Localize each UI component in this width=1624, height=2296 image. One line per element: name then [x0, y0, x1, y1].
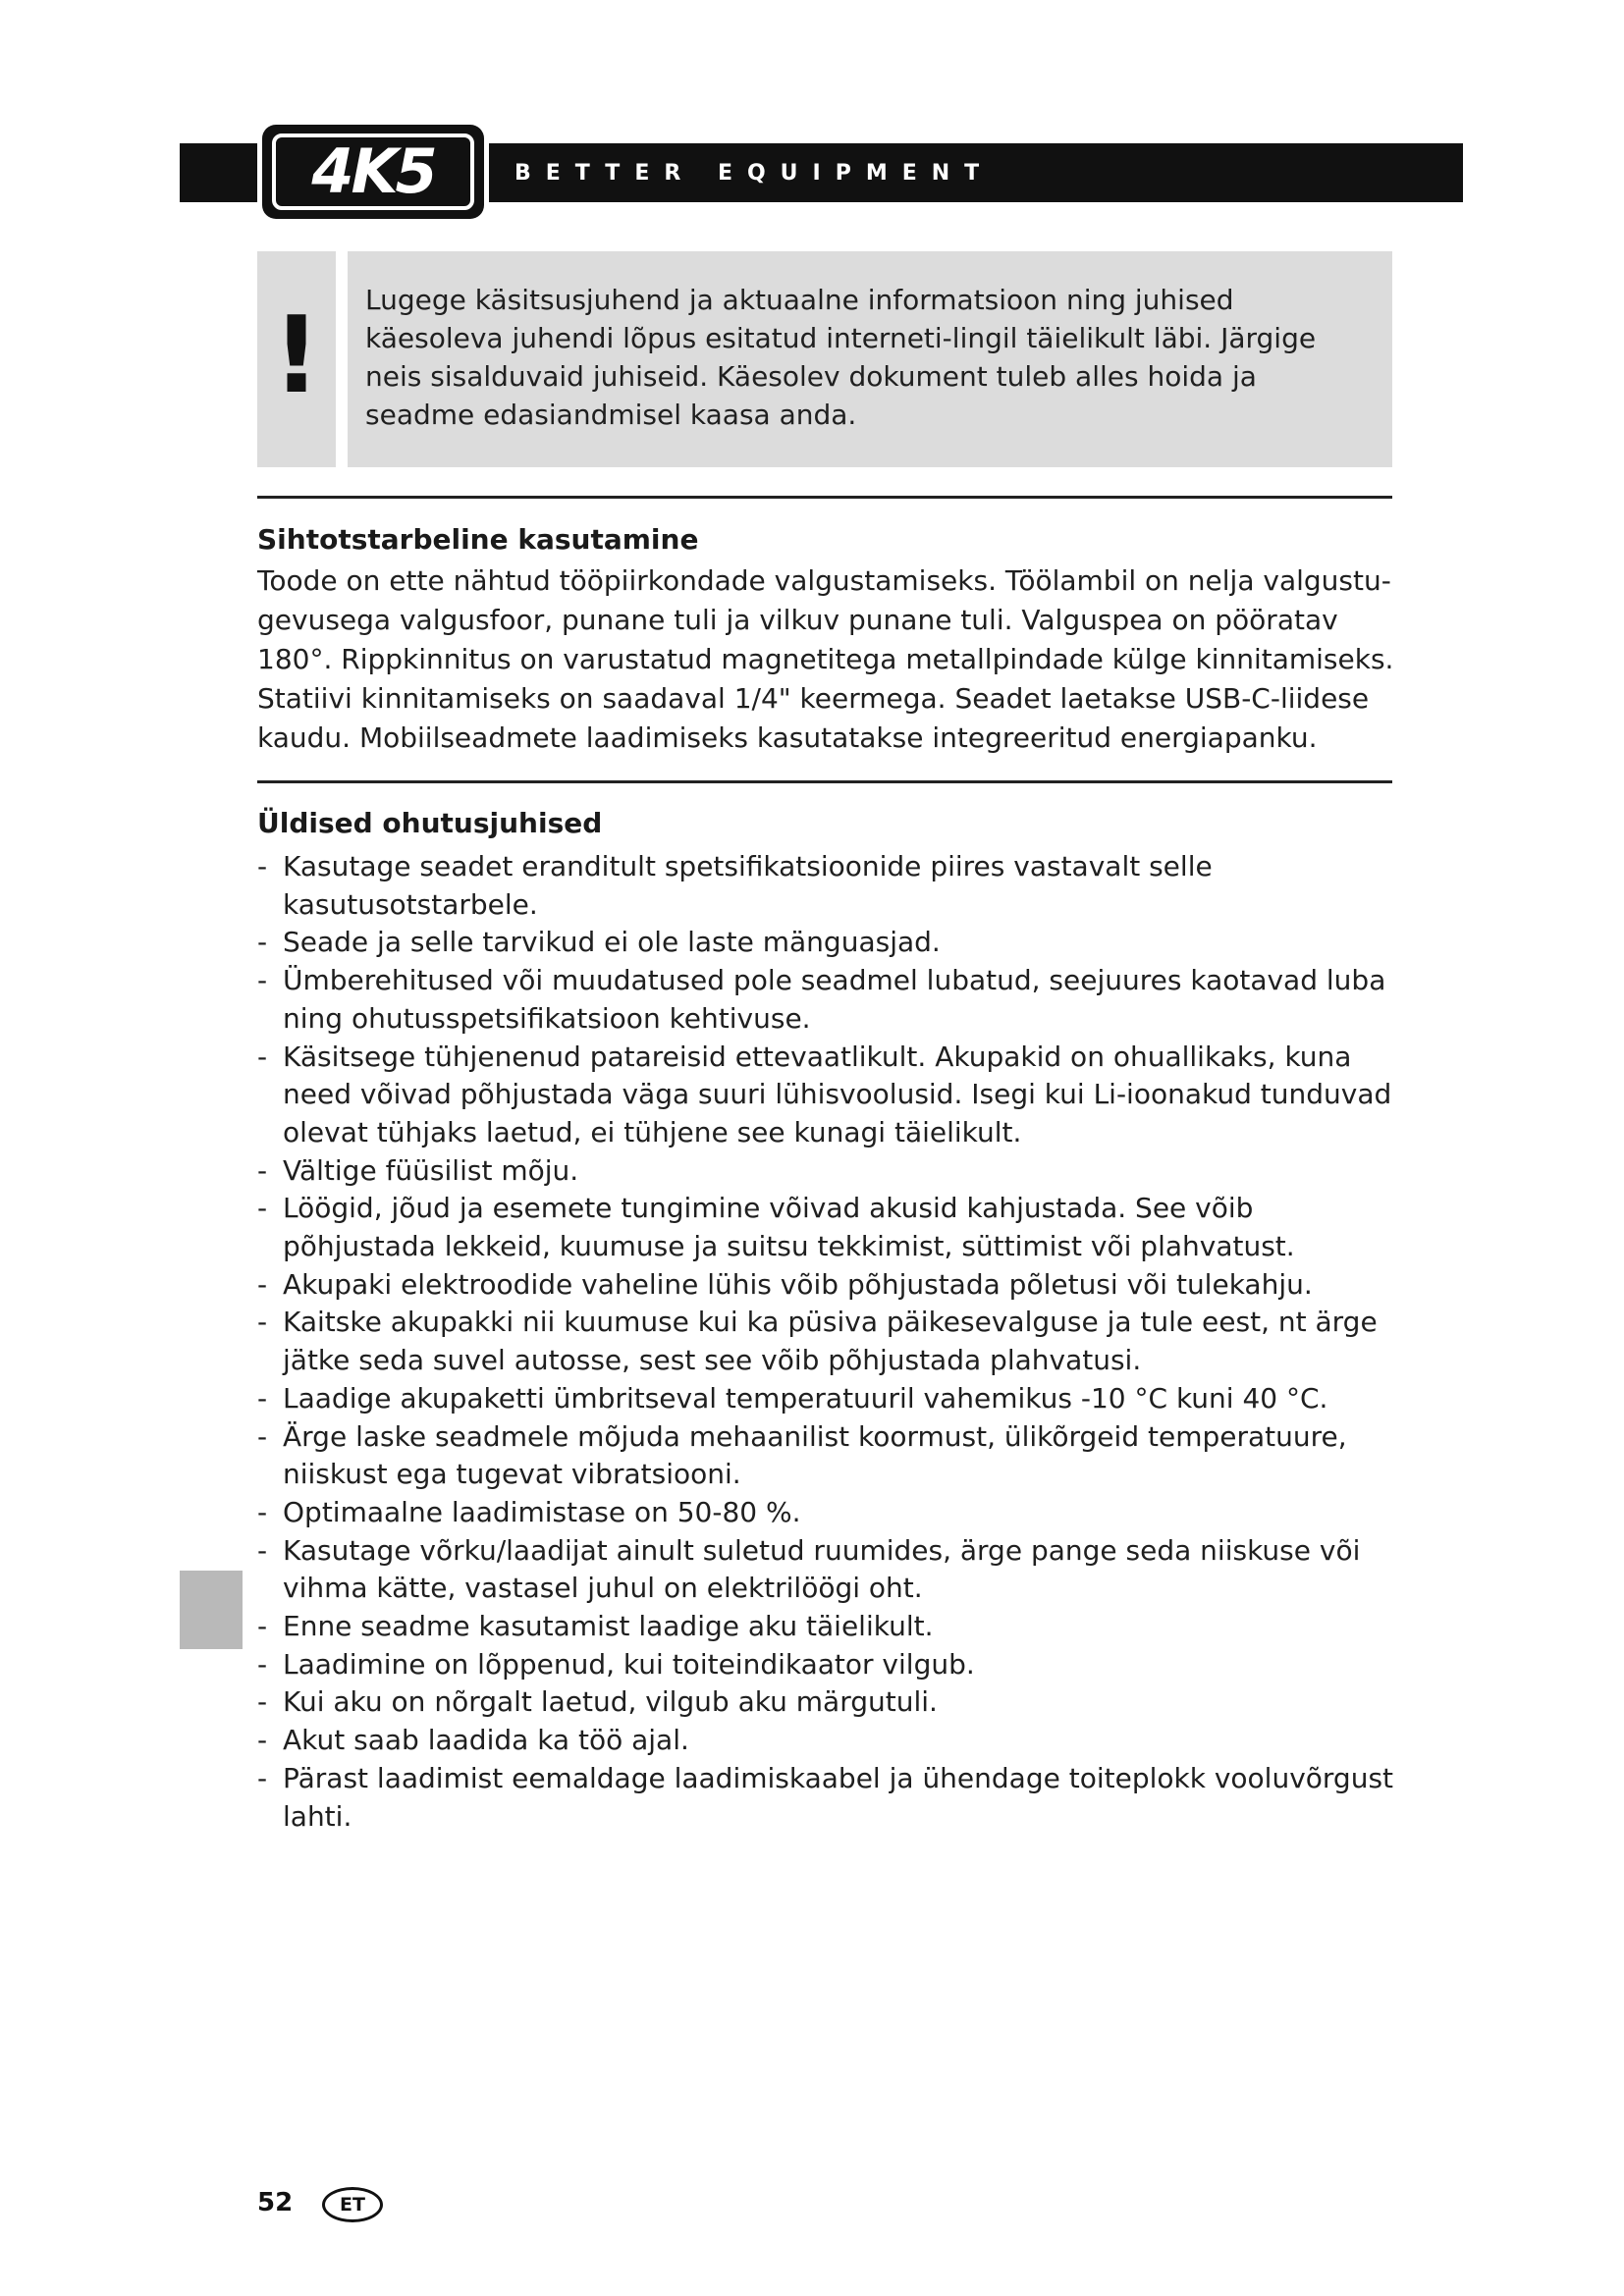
list-item: - Ärge laske seadmele mõjuda mehaanilist koormust, ülikõrgeid temperatuure, niiskust ega tugevat vibratsiooni. [257, 1418, 1406, 1494]
list-item: - Laadimine on lõppenud, kui toiteindikaator vilgub. [257, 1646, 1406, 1684]
list-item: - Ümberehitused või muudatused pole seadmel lubatud, seejuures kaotavad luba ning ohutusspetsifikatsioon kehtivuse. [257, 962, 1406, 1038]
list-item: - Kaitske akupakki nii kuumuse kui ka püsiva päikesevalguse ja tule eest, nt ärge jätke seda suvel autosse, sest see võib põhjustada plahvatusi. [257, 1304, 1406, 1379]
warning-icon-panel [257, 251, 336, 467]
exclamation-icon: ! [272, 294, 321, 417]
brand-logo [262, 125, 484, 219]
chapter-tab [180, 1571, 243, 1649]
warning-notice: Lugege käsitsusjuhend ja aktuaalne informatsioon ning juhised käesoleva juhendi lõpus esitatud interneti-lingil täielikult läbi. Järgige neis sisalduvaid juhiseid. Käesolev dokument tuleb alles hoida ja seadme edasiandmisel kaasa anda. [348, 251, 1392, 467]
divider [257, 780, 1392, 783]
list-item: - Kasutage seadet eranditult spetsifikatsioonide piires vastavalt selle kasutusotstarbele. [257, 848, 1406, 924]
list-item: - Kasutage võrku/laadijat ainult suletud ruumides, ärge pange seda niiskuse või vihma kätte, vastasel juhul on elektrilöögi oht. [257, 1532, 1406, 1608]
safety-heading: Üldised ohutusjuhised [257, 807, 603, 839]
list-item: - Akupaki elektroodide vaheline lühis võib põhjustada põletusi või tulekahju. [257, 1266, 1406, 1305]
list-item: - Löögid, jõud ja esemete tungimine võivad akusid kahjustada. See võib põhjustada lekkeid, kuumuse ja suitsu tekkimist, süttimist või plahvatust. [257, 1190, 1406, 1265]
list-item: - Pärast laadimist eemaldage laadimiskaabel ja ühendage toiteplokk vooluvõrgust lahti. [257, 1760, 1406, 1836]
safety-list [257, 848, 1406, 1836]
list-item: - Enne seadme kasutamist laadige aku täielikult. [257, 1608, 1406, 1646]
brand-logo-text: 4K5 [272, 133, 474, 210]
intended-use-text: Toode on ette nähtud tööpiirkondade valgustamiseks. Töölambil on nelja valgustu-gevusega valgusfoor, punane tuli ja vilkuv punane tuli. Valguspea on pööratav 180°. Rippkinnitus on varustatud magnetitega metallpindade külge kinnitamiseks. Statiivi kinnitamiseks on saadaval 1/4" keermega. Seadet laetakse USB-C-liidese kaudu. Mobiilseadmete laadimiseks kasutatakse integreeritud energiapanku. [257, 564, 1394, 754]
list-item: - Optimaalne laadimistase on 50-80 %. [257, 1494, 1406, 1532]
divider [257, 496, 1392, 499]
list-item: - Kui aku on nõrgalt laetud, vilgub aku märgutuli. [257, 1683, 1406, 1722]
language-badge: ET [322, 2187, 383, 2222]
brand-tagline: BETTER EQUIPMENT [514, 161, 995, 186]
list-item: - Akut saab laadida ka töö ajal. [257, 1722, 1406, 1760]
intended-use-heading: Sihtotstarbeline kasutamine [257, 523, 699, 556]
list-item: - Vältige füüsilist mõju. [257, 1152, 1406, 1191]
list-item: - Käsitsege tühjenenud patareisid ettevaatlikult. Akupakid on ohuallikaks, kuna need võivad põhjustada väga suuri lühisvoolusid. Isegi kui Li-ioonakud tunduvad olevat tühjaks laetud, ei tühjene see kunagi täielikult. [257, 1039, 1406, 1152]
page-number: 52 [257, 2188, 294, 2217]
list-item: - Seade ja selle tarvikud ei ole laste mänguasjad. [257, 924, 1406, 962]
list-item: - Laadige akupaketti ümbritseval temperatuuril vahemikus -10 °C kuni 40 °C. [257, 1380, 1406, 1418]
